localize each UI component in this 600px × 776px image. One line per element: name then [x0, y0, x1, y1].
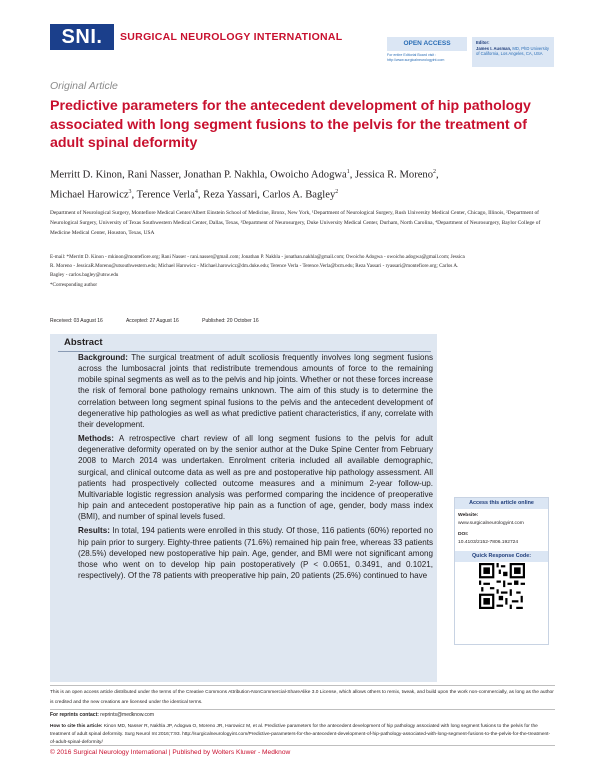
abstract-heading: Abstract [64, 337, 103, 348]
qr-code[interactable] [479, 563, 525, 609]
authors-text-5: , Terence Verla [131, 189, 195, 201]
doi-label: DOI: [458, 532, 469, 537]
published-date: Published: 20 October 16 [202, 318, 259, 324]
section-text: In total, 194 patients were enrolled in this study. Of those, 116 patients (60%) reported no hip pain prior to surgery. Eighty-three patients (71.6%) remained hip pain free, whereas 33 patients (28.5%) developed new postoperative hip pain. Age, gender, and BMI were not significant among those who went on to develop hip pain postoperatively (P < 0.0651, 0.3491, and 0.1021, respectively). Of the 78 patients with preoperative hip pain, 20 patients (25.6%) continued to have [78, 526, 433, 580]
license-notice: This is an open access article distributed under the terms of the Creative Commons Attribution-NonCommercial-ShareAlike 3.0 License, which allows others to remix, tweak, and build upon the work non-commercially, as long as the author is credited and the new creations are licensed under the identical terms. [50, 690, 554, 705]
authors-text-2: , Jessica R. Moreno [349, 169, 434, 181]
footer-divider [50, 709, 555, 710]
section-label: Background: [78, 353, 128, 362]
doi-link[interactable]: 10.4103/2152-7806.192724 [458, 540, 519, 545]
section-label: Results: [78, 526, 110, 536]
author-sup: 2 [335, 188, 339, 195]
section-text: The surgical treatment of adult scoliosis frequently involves long segment fusions across the lumbosacral joints that redistribute tremendous amounts of force to the remaining mobile spinal segments as well as to the pelvis and hip joints. Whether or not these forces increase the risk of femoral bone pathology remains unknown. The aim of this study is to determine the correlation between long segment spinal fusions to the pelvis and the antecedent development of degenerative hip pathologies as well as what predictive patient characteristics, if any, correlate with their development. [78, 353, 433, 429]
journal-logo: SNI. [50, 24, 114, 50]
affiliations: Department of Neurological Surgery, Montefiore Medical Center/Albert Einstein School of Medicine, Bronx, New York, ¹Department of Neurological Surgery, Rush University Medical Center, Chicago, Illinois, ²Department of Neurological Surgery, University of Texas Southwestern Medical Center, Dallas, Texas, ³Department of Neurosurgery, Duke University Medical Center, Durham, North Carolina, ⁴Department of Neurosurgery, Baylor College of Medicine Medical Center, Houston, Texas, USA [50, 210, 541, 237]
author-emails[interactable]: E-mail: *Merritt D. Kinon - mkinon@montefiore.org; Rani Nasser - rani.nasser@gmail.com; Jonathan P. Nakhla - jonathan.nakhla@gmail.com; Owoicho Adogwa - owoicho.adogwa@gmail.com; Jessica R. Moreno - JessicaR.Moreno@utsouthwestern.edu; Michael Harowicz - Michael.harowicz@dm.duke.edu; Terence Verla - Terence.Verla@bcm.edu; Reza Yassari - ryassari@montefiore.org; Carlos A. Bagley - carlos.bagley@utsw.edu [50, 254, 465, 279]
citation [50, 723, 555, 748]
section-label: Methods: [78, 434, 114, 444]
citation-label: How to cite this article: [50, 724, 103, 729]
editor-label: Editor: [476, 40, 490, 45]
author-sup: 1 [346, 169, 350, 175]
author-sup: 3 [128, 188, 132, 195]
editorial-board-link[interactable]: For entire Editorial Board visit : http://www.surgicalneurologyint.com [387, 53, 445, 62]
reprints-email[interactable]: reprints@medknow.com [98, 712, 155, 718]
reprints-contact [50, 712, 154, 718]
author-list [50, 164, 550, 203]
author-sup: 2 [433, 169, 437, 175]
editor-affiliation: MD, PhD University of California, Los Angeles, CA, USA [476, 45, 549, 57]
abstract-results [78, 525, 433, 581]
open-access-badge: OPEN ACCESS [387, 37, 467, 51]
journal-name: SURGICAL NEUROLOGY INTERNATIONAL [120, 31, 343, 43]
authors-text-6: , Reza Yassari, Carlos A. Bagley [197, 189, 336, 201]
authors-text-1: Merritt D. Kinon, Rani Nasser, Jonathan P. Nakhla, Owoicho Adogwa [50, 169, 347, 181]
email-block [50, 253, 470, 290]
article-title: Predictive parameters for the antecedent development of hip pathology associated with long segment fusions to the pelvis for the treatment of adult spinal deformity [50, 98, 531, 151]
editor-box [472, 37, 554, 67]
author-sup: 4 [194, 188, 198, 195]
footer-divider [50, 685, 555, 686]
abstract-methods [78, 433, 433, 522]
footer-divider [50, 745, 555, 746]
corresponding-note: *Corresponding author [50, 281, 98, 288]
access-heading: Access this article online [455, 498, 548, 509]
publication-dates [50, 318, 281, 324]
citation-text[interactable]: Kinon MD, Nasser R, Nakhla JP, Adogwa O, Moreno JR, Harowicz M, et al. Predictive parameters for the antecedent development of hip pathology associated with long segment fusions to the pelvis for the treatment of adult spinal deformity. Surg Neurol Int 2016;7:93. http://surgicalneurologyint.com/Predictive-parameters-for-the-antecedent-development-of-hip-pathology-associated-with-long-segment-fusions-to-the-pelvis-for-the-treatment-of-adult-spinal-deformity/ [50, 724, 551, 746]
authors-text-3: , [436, 169, 439, 181]
article-type: Original Article [50, 80, 118, 92]
website-link[interactable]: www.surgicalneurologyint.com [458, 521, 524, 526]
editor-name: James I. Ausman, [476, 45, 512, 51]
authors-text-4: Michael Harowicz [50, 189, 129, 201]
section-text: A retrospective chart review of all long segment fusions to the pelvis for adult degenerative deformity operated on by the senior author at the Duke Spine Center from February 2008 to March 2014 was undertaken. Enrolment criteria included all available demographic, surgical, and clinical outcome data as well as pre and postoperative hip pathology assessment. All patients had prospectively collected outcome measures and a minimum 2-year follow-up. Multivariable logistic regression analysis was performed comparing the incidence of preoperative hip pain and antecedent postoperative hip pain as a function of age, gender, body mass index (BMI), and number of spinal levels fused. [78, 434, 433, 522]
website-label: Website: [458, 513, 479, 518]
reprints-label: For reprints contact: [50, 712, 99, 718]
abstract-background [78, 352, 433, 430]
copyright-line: © 2016 Surgical Neurology International | Published by Wolters Kluwer - Medknow [50, 749, 291, 756]
accepted-date: Accepted: 27 August 16 [125, 318, 179, 324]
abstract-body [78, 352, 433, 584]
qr-heading: Quick Response Code: [455, 551, 548, 562]
received-date: Received: 03 August 16 [50, 318, 103, 324]
